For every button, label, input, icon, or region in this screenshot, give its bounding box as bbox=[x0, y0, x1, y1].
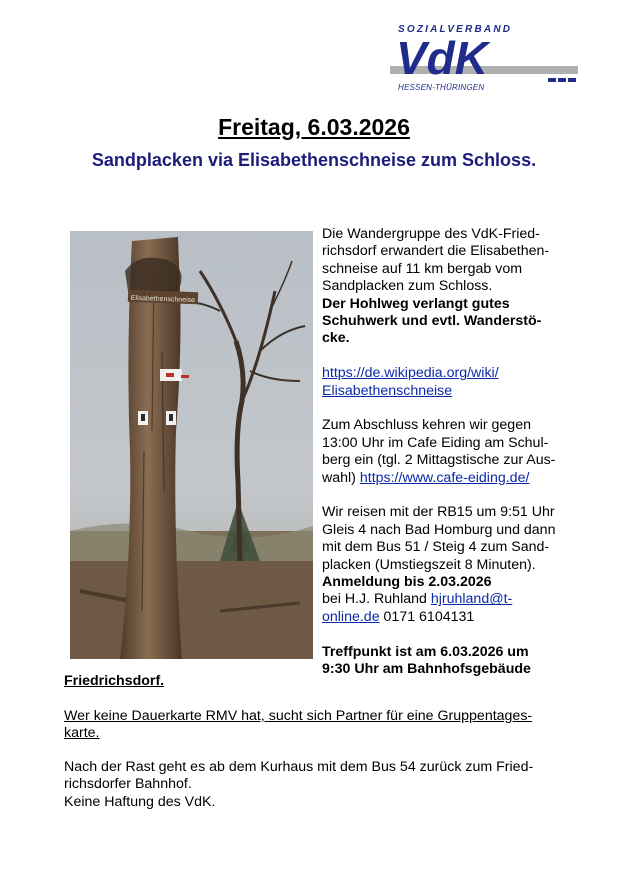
event-title: Sandplacken via Elisabethenschneise zum Schloss. bbox=[91, 150, 537, 170]
vdk-logo-mark bbox=[390, 36, 580, 82]
signpost-text: Elisabethenschneise bbox=[130, 294, 196, 305]
meeting-point: Treffpunkt ist am 6.03.2026 um bbox=[322, 643, 529, 660]
cafe-line: Zum Abschluss kehren wir gegen bbox=[322, 417, 531, 434]
cafe-line: 13:00 Uhr im Cafe Eiding am Schul- bbox=[322, 434, 549, 451]
intro-line: schneise auf 11 km bergab vom bbox=[322, 260, 523, 277]
phone-number: 0171 6104131 bbox=[379, 608, 475, 625]
meeting-point: 9:30 Uhr am Bahnhofsgebäude bbox=[322, 661, 531, 678]
registration-deadline: Anmeldung bis 2.03.2026 bbox=[322, 574, 492, 591]
footwear-note: Der Hohlweg verlangt gutes bbox=[322, 295, 510, 312]
intro-line: Die Wandergruppe des VdK-Fried- bbox=[322, 226, 540, 242]
wikipedia-link[interactable]: https://de.wikipedia.org/wiki/ bbox=[322, 365, 499, 382]
travel-line: Wir reisen mit der RB15 um 9:51 Uhr bbox=[322, 504, 555, 521]
cafe-line: berg ein (tgl. 2 Mittagstische zur Aus- bbox=[322, 452, 556, 469]
return-note-line: Nach der Rast geht es ab dem Kurhaus mit dem Bus 54 zurück zum Fried- bbox=[64, 759, 534, 775]
email-link[interactable]: hjruhland@t- bbox=[430, 591, 513, 608]
travel-line: mit dem Bus 51 / Steig 4 zum Sand- bbox=[322, 539, 550, 556]
meeting-place-text: Friedrichsdorf. bbox=[64, 673, 165, 689]
intro-line: Sandplacken zum Schloss. bbox=[322, 278, 493, 295]
logo-bottom-text: HESSEN-THÜRINGEN bbox=[398, 83, 485, 92]
liability-note: Keine Haftung des VdK. bbox=[64, 793, 216, 810]
cafe-link[interactable]: https://www.cafe-eiding.de/ bbox=[359, 469, 530, 486]
footwear-note: Schuhwerk und evtl. Wanderstö- bbox=[322, 313, 542, 330]
footwear-note: cke. bbox=[322, 330, 350, 347]
wikipedia-link[interactable]: Elisabethenschneise bbox=[322, 382, 453, 399]
contact-person: bei H.J. Ruhland bbox=[322, 591, 431, 608]
ticket-note-line: Wer keine Dauerkarte RMV hat, sucht sich Partner für eine Gruppentages- bbox=[64, 708, 533, 724]
intro-line: richsdorf erwandert die Elisabethen- bbox=[322, 243, 550, 260]
logo-top-text: SOZIALVERBAND bbox=[398, 24, 513, 35]
logo-mark-text: VdK bbox=[396, 36, 488, 82]
return-note-line: richsdorfer Bahnhof. bbox=[64, 776, 192, 793]
cafe-line: wahl) bbox=[322, 469, 360, 486]
travel-line: Gleis 4 nach Bad Homburg und dann bbox=[322, 521, 556, 538]
trail-photo bbox=[70, 231, 313, 659]
return-note bbox=[64, 759, 584, 811]
travel-line: placken (Umstiegszeit 8 Minuten). bbox=[322, 556, 536, 573]
ticket-note-line: karte. bbox=[64, 725, 100, 742]
email-link[interactable]: online.de bbox=[322, 608, 380, 625]
ticket-note bbox=[64, 708, 584, 743]
vdk-logo bbox=[390, 22, 580, 94]
meeting-place bbox=[64, 673, 584, 690]
event-details bbox=[322, 226, 572, 679]
event-date: Freitag, 6.03.2026 bbox=[218, 114, 410, 140]
